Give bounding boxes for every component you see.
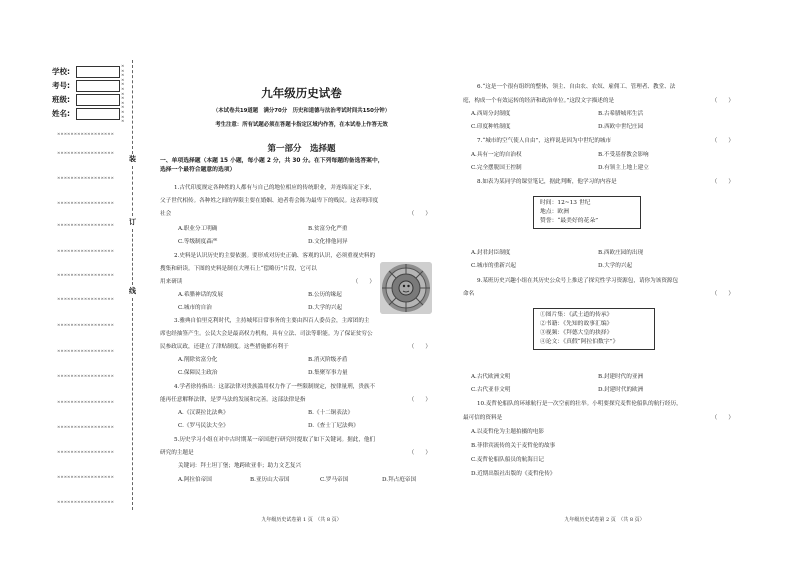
q9-option-c: C.古代亚非文明 bbox=[471, 387, 511, 393]
q1-option-a: A.职业分工明确 bbox=[178, 226, 218, 232]
q6-text bbox=[463, 98, 746, 106]
q5-keywords: 关键词：拜土坦丁堡；地跨欧亚非；助力文艺复兴 bbox=[178, 463, 302, 469]
q7-text-body: 7.“城市的空气使人自由”，这样说是因为中世纪的城市 bbox=[477, 138, 612, 144]
seal-line: ××××××××××××××××× bbox=[57, 222, 114, 227]
q3-option-a: A.削除贫富分化 bbox=[178, 357, 218, 363]
q10-option-c: C.麦哲伦船队船员的航海日记 bbox=[471, 457, 544, 463]
q10-option-b: B.菲律宾流传的关于麦哲伦的故事 bbox=[471, 443, 556, 449]
section-heading bbox=[160, 157, 443, 174]
page-footer: 九年级历史试卷第 2 页 （共 8 页） bbox=[564, 517, 645, 523]
q7-option-c: C.完全摆脱国王控制 bbox=[471, 165, 522, 171]
q9-resource-item: ②书籍：《先知的故事汇编》 bbox=[540, 320, 613, 327]
seal-line: ××××××××××××××××× bbox=[57, 131, 114, 136]
q7-option-d: D.有领主上地上建立 bbox=[598, 165, 649, 171]
page-2 bbox=[463, 0, 746, 561]
aztec-calendar-stone-image bbox=[380, 262, 432, 314]
seal-line: ××××××××××××××××× bbox=[57, 449, 114, 454]
cut-dashed-line bbox=[132, 166, 133, 216]
seal-marks-column: × × × × × × × × × × × × × bbox=[121, 63, 125, 124]
q3-option-c: C.保障民主政治 bbox=[178, 370, 218, 376]
q10-option-a: A.以麦哲伦为主题拍摄的电影 bbox=[471, 429, 544, 435]
q3-text-end: 民参政议政，还建立了津贴制度。这些措施都有利于 bbox=[160, 344, 289, 350]
q7-option-b: B.不受基督教会影响 bbox=[598, 152, 649, 158]
q3-option-b: B.消灭阶级矛盾 bbox=[308, 357, 348, 363]
q10-text-end: 最可信的资料是 bbox=[463, 415, 503, 421]
seal-line: ××××××××××××××××× bbox=[57, 322, 114, 327]
q8-text-body: 8.如表为某同学的课堂笔记，据此判断，他学习的内容是 bbox=[477, 179, 617, 185]
q5-option-b: B.亚历山大帝国 bbox=[250, 477, 290, 483]
school-field bbox=[52, 66, 120, 78]
class-field bbox=[52, 94, 120, 106]
q9-option-d: D.封建时代的欧洲 bbox=[598, 387, 644, 393]
cut-label-ding: 订 bbox=[129, 218, 136, 226]
q5-option-a: A.阿拉伯帝国 bbox=[178, 477, 212, 483]
q10-answer-blank[interactable]: （ ） bbox=[711, 415, 734, 421]
exam-title: 九年级历史试卷 bbox=[261, 86, 342, 100]
name-label: 姓名: bbox=[52, 108, 70, 118]
q6-option-c: C.印度种姓制度 bbox=[471, 124, 511, 130]
cut-dashed-line bbox=[132, 60, 133, 154]
school-label: 学校: bbox=[52, 66, 70, 76]
q2-option-d: D.大学的兴起 bbox=[308, 305, 343, 311]
cut-label-zhuang: 装 bbox=[129, 155, 136, 163]
q7-text bbox=[463, 138, 746, 146]
q5-answer-blank[interactable]: （ ） bbox=[408, 450, 431, 456]
section-heading-line: 选择一个最符合题意的选项） bbox=[160, 166, 236, 173]
q1-option-d: D.文化排他同异 bbox=[308, 239, 348, 245]
school-box[interactable] bbox=[76, 66, 120, 78]
q8-text bbox=[463, 179, 746, 187]
q5-option-c: C.罗马帝国 bbox=[320, 477, 349, 483]
section-heading-line: 一、单项选择题（本题 15 小题，每小题 2 分，共 30 分。在下列每题的备选答案中， bbox=[160, 158, 384, 164]
seal-line: ××××××××××××××××× bbox=[57, 248, 114, 253]
name-field bbox=[52, 108, 120, 120]
cut-dashed-line bbox=[132, 298, 133, 510]
q6-option-d: D.西欧中世纪庄园 bbox=[598, 124, 644, 130]
q1-option-c: C.等级制度森严 bbox=[178, 239, 218, 245]
seal-line: ××××××××××××××××× bbox=[57, 499, 114, 504]
q4-text bbox=[160, 397, 443, 405]
calendar-stone-drawing bbox=[380, 262, 432, 314]
q7-option-a: A.具有一定的自治权 bbox=[471, 152, 522, 158]
class-box[interactable] bbox=[76, 94, 120, 106]
exam-number-field bbox=[52, 80, 120, 92]
q2-text: 搜集和研读。下图的史料是制在大理石上“偿略历”片段，它可以 bbox=[160, 266, 317, 272]
q8-option-c: C.城市的重新兴起 bbox=[471, 263, 517, 269]
q9-resource-item: ③视频：《拜德大皇的抉择》 bbox=[540, 329, 613, 336]
q2-text-end: 用来研读 bbox=[160, 279, 183, 285]
q5-text: 5.历史学习小组在对中古时期某一帝国进行研究时提取了如下关键词。据此，他们 bbox=[174, 437, 376, 443]
seal-line: ××××××××××××××××× bbox=[57, 296, 114, 301]
q6-answer-blank[interactable]: （ ） bbox=[711, 98, 734, 104]
seal-line: ××××××××××××××××× bbox=[57, 424, 114, 429]
seal-line: ××××××××××××××××× bbox=[57, 373, 114, 378]
q4-text: 4.学者徐持指出：这部法律对贵族滥用权力作了一些限制规定，按律量刑，贵族不 bbox=[174, 384, 376, 390]
q4-option-d: D.《查士丁尼法典》 bbox=[308, 423, 359, 429]
seal-line: ××××××××××××××××× bbox=[57, 150, 114, 155]
q9-text-end: 命名 bbox=[463, 291, 475, 297]
q8-option-b: B.西欧庄园的出现 bbox=[598, 250, 644, 256]
page-1 bbox=[160, 0, 443, 561]
seal-line: ××××××××××××××××× bbox=[57, 175, 114, 180]
q4-text-end: 能再任意解释法律，是罗马法的发展和完善。这部法律是指 bbox=[160, 397, 306, 403]
cut-label-xian: 线 bbox=[129, 287, 136, 295]
q9-option-a: A.古代欧洲文明 bbox=[471, 374, 511, 380]
page-footer: 九年级历史试卷第 1 页 （共 8 页） bbox=[261, 517, 342, 523]
q1-answer-blank[interactable]: （ ） bbox=[408, 211, 431, 217]
q3-option-d: D.集聚军事力量 bbox=[308, 370, 348, 376]
q3-text: 席也经抽签产生。公民大会是最高权力机构，具有立法、司法等职能。为了保证贫穷公 bbox=[160, 331, 373, 337]
cut-dashed-line bbox=[132, 229, 133, 285]
q3-text: 3.雅典自伯里克利时代，主持城邦日常事务的主要由四百人委员会，主席团的主 bbox=[174, 318, 370, 324]
q1-text: 父子世代相传。各种姓之间的界限主要在婚姻、迪者将会陈为最卑下的贱民。这表明印度 bbox=[160, 198, 379, 204]
q6-option-a: A.西周分封制度 bbox=[471, 111, 511, 117]
seal-line: ××××××××××××××××× bbox=[57, 474, 114, 479]
exam-subtitle: （本试卷共19道题 满分70分 历史和道德与法治考试时间共150分钟） bbox=[212, 108, 391, 114]
q1-option-b: B.贫富分化严重 bbox=[308, 226, 348, 232]
q5-text bbox=[160, 450, 443, 458]
exam-notice: 考生注意：所有试题必须在答题卡指定区域内作答，在本试卷上作答无效 bbox=[215, 122, 388, 128]
q2-option-b: B.公历的缘起 bbox=[308, 292, 342, 298]
q3-text bbox=[160, 344, 443, 352]
q3-answer-blank[interactable]: （ ） bbox=[408, 344, 431, 350]
q2-text: 2.史料是认识历史的主要依据。要形成对历史正确、客观的认识，必须重视史料的 bbox=[174, 253, 376, 259]
q1-text bbox=[160, 211, 443, 219]
q2-option-c: C.城市的自治 bbox=[178, 305, 212, 311]
q10-option-d: D.近期出版社出版的《麦哲伦传》 bbox=[471, 471, 556, 477]
q9-option-b: B.封建时代的亚洲 bbox=[598, 374, 644, 380]
q8-option-a: A.封君封臣制度 bbox=[471, 250, 511, 256]
q1-text: 1.古代印度规定各种姓的人都有与自己的地位相应的传统职业，并连绵而定下来， bbox=[174, 185, 376, 191]
q4-answer-blank[interactable]: （ ） bbox=[408, 397, 431, 403]
seal-line: ××××××××××××××××× bbox=[57, 399, 114, 404]
q8-notes-time: 时间：12~13 世纪 bbox=[540, 200, 591, 206]
q2-answer-blank[interactable]: （ ） bbox=[352, 279, 375, 285]
q6-text-end: 庭，构成一个有效运转的经济和政治单位。”这段文字描述的是 bbox=[463, 98, 615, 104]
q4-option-a: A.《汉谟拉比法典》 bbox=[178, 410, 229, 416]
q8-option-d: D.大学的兴起 bbox=[598, 263, 633, 269]
q8-notes-box bbox=[533, 196, 641, 229]
q6-text: 6.“这是一个很有组织的整体，领主、自由农、农奴、雇佣工、管理者、教堂、法 bbox=[477, 84, 676, 90]
q9-resource-item: ①图片集：《武士道的传承》 bbox=[540, 312, 613, 318]
q9-resource-box bbox=[533, 308, 655, 350]
q9-text: 9.某班历史兴趣小组在其历史公众号上推送了探究性学习资源包，请你为该资源包 bbox=[477, 278, 679, 284]
class-label: 班级: bbox=[52, 94, 70, 104]
q9-answer-blank[interactable]: （ ） bbox=[711, 291, 734, 297]
binding-strip bbox=[0, 0, 140, 561]
q2-option-a: A.希腊神话的发展 bbox=[178, 292, 223, 298]
seal-line: ××××××××××××××××× bbox=[57, 272, 114, 277]
seal-line: ××××××××××××××××× bbox=[57, 348, 114, 353]
seal-line: ××××××××××××××××× bbox=[57, 200, 114, 205]
name-box[interactable] bbox=[76, 108, 120, 120]
q4-option-c: C.《罗马民法大全》 bbox=[178, 423, 229, 429]
q5-text-end: 研究的主题是 bbox=[160, 450, 194, 456]
q9-resource-item: ④论文：《真假“阿拉伯数字”》 bbox=[540, 338, 619, 345]
q2-text bbox=[160, 279, 375, 287]
q9-text bbox=[463, 291, 746, 299]
q4-option-b: B.《十二铜表法》 bbox=[308, 410, 354, 416]
q8-notes-praise: 赞誉：“最美好的花朵” bbox=[540, 217, 599, 224]
part-heading: 第一部分 选择题 bbox=[267, 144, 336, 154]
q8-notes-place: 地点：欧洲 bbox=[540, 208, 569, 215]
exam-number-box[interactable] bbox=[76, 80, 120, 92]
exam-number-label: 考号: bbox=[52, 80, 70, 90]
q8-answer-blank[interactable]: （ ） bbox=[711, 179, 734, 185]
q1-text-end: 社会 bbox=[160, 211, 172, 217]
q10-text bbox=[463, 415, 746, 423]
q5-option-d: D.拜占庭帝国 bbox=[382, 477, 417, 483]
q10-text: 10.麦哲伦船队的环球航行是一次空前的壮举。小明要探究麦哲伦船队的航行经历， bbox=[477, 401, 682, 407]
q7-answer-blank[interactable]: （ ） bbox=[711, 138, 734, 144]
q6-option-b: B.古希腊城邦生活 bbox=[598, 111, 644, 117]
